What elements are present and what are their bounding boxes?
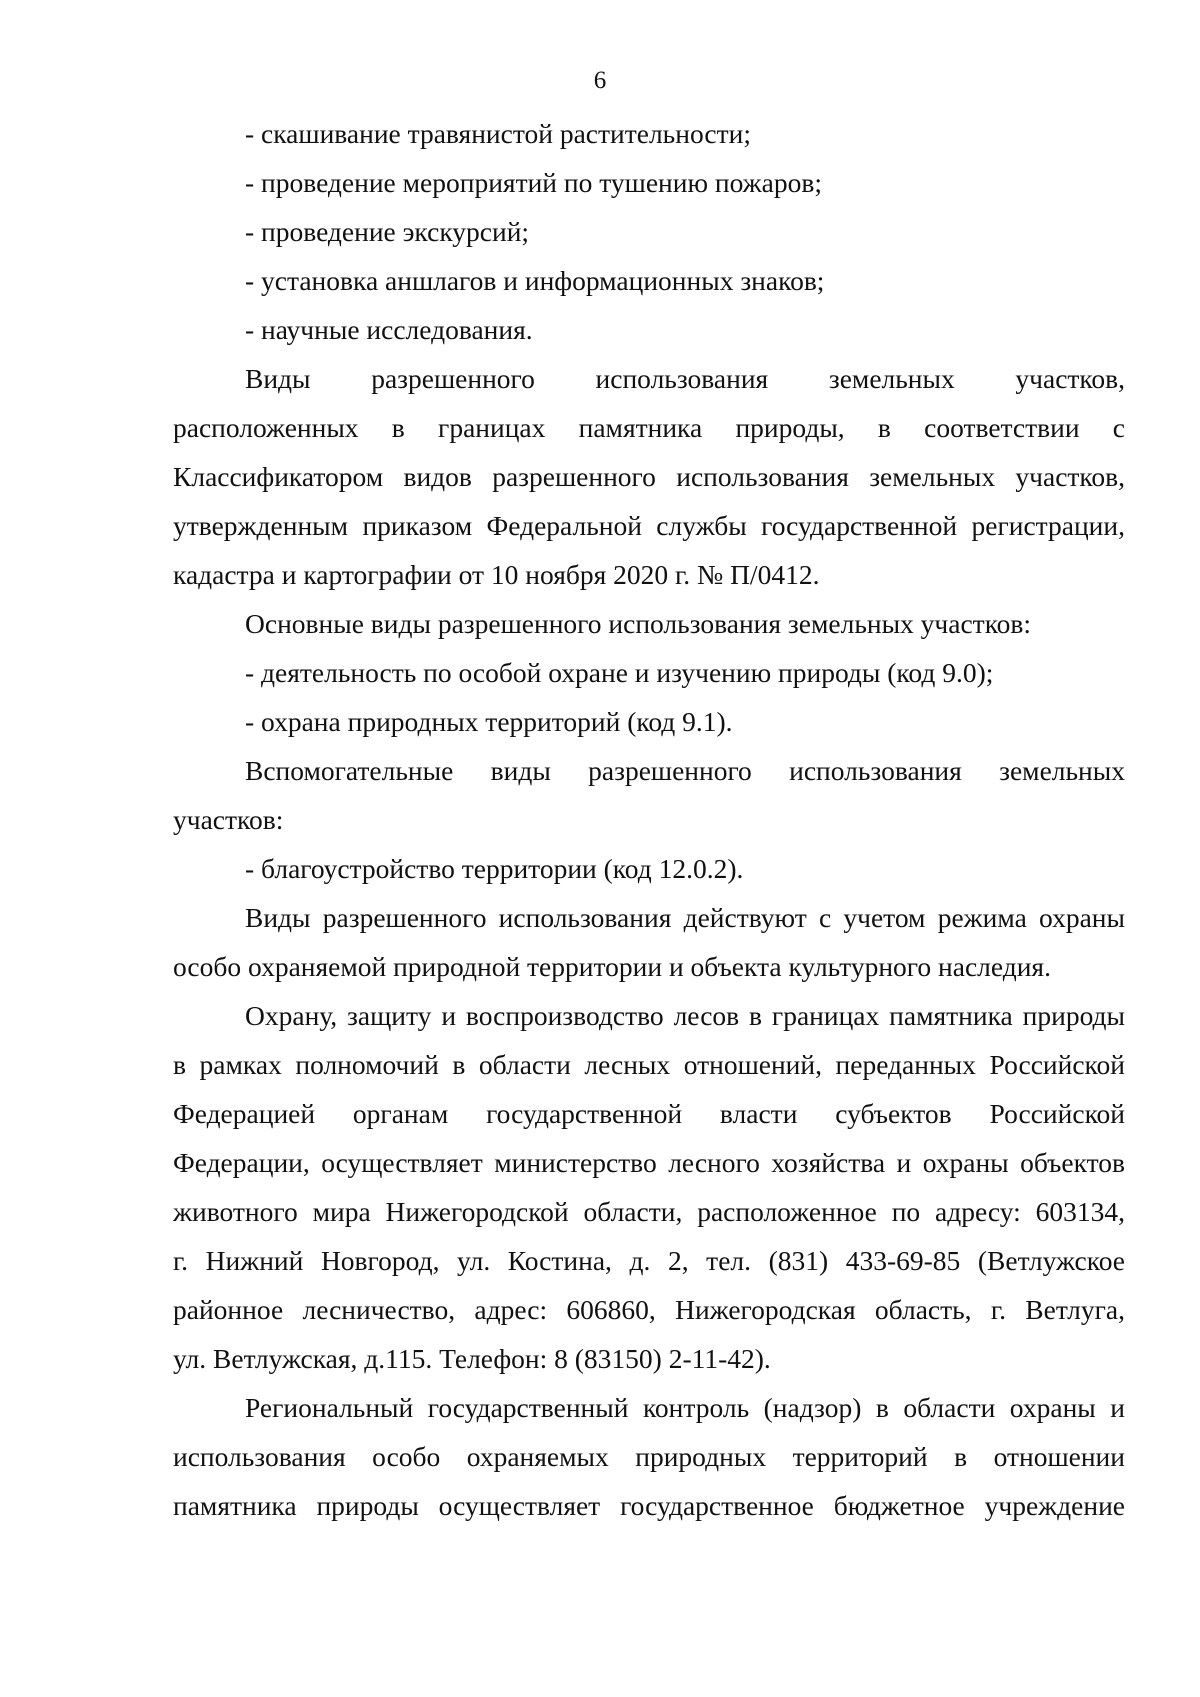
text-line: Классификатором видов разрешенного использования земельных участков, <box>173 461 1125 492</box>
text-line: участков: <box>173 804 284 835</box>
text-line: утвержденным приказом Федеральной службы государственной регистрации, <box>173 510 1125 541</box>
text-line: Региональный государственный контроль (надзор) в области охраны и <box>245 1392 1125 1423</box>
text-line: Виды разрешенного использования земельных участков, <box>245 363 1125 394</box>
text-line: кадастра и картографии от 10 ноября 2020 г. № П/0412. <box>173 559 820 590</box>
text-line: Основные виды разрешенного использования земельных участков: <box>245 608 1032 639</box>
text-line: районное лесничество, адрес: 606860, Нижегородская область, г. Ветлуга, <box>173 1294 1125 1325</box>
page-number: 6 <box>593 67 607 94</box>
text-line: - скашивание травянистой растительности; <box>245 118 751 149</box>
text-line: Федерацией органам государственной власти субъектов Российской <box>173 1098 1125 1129</box>
text-line: в рамках полномочий в области лесных отношений, переданных Российской <box>173 1049 1125 1080</box>
text-line: Федерации, осуществляет министерство лесного хозяйства и охраны объектов <box>173 1147 1125 1178</box>
text-line: животного мира Нижегородской области, расположенное по адресу: 603134, <box>173 1196 1125 1227</box>
text-line: Охрану, защиту и воспроизводство лесов в границах памятника природы <box>245 1000 1125 1031</box>
text-line: - деятельность по особой охране и изучению природы (код 9.0); <box>245 657 994 688</box>
text-line: - проведение экскурсий; <box>245 216 530 247</box>
text-line: Виды разрешенного использования действуют с учетом режима охраны <box>245 902 1125 933</box>
text-line: г. Нижний Новгород, ул. Костина, д. 2, тел. (831) 433-69-85 (Ветлужское <box>173 1245 1125 1276</box>
text-line: памятника природы осуществляет государственное бюджетное учреждение <box>173 1490 1125 1521</box>
text-line: расположенных в границах памятника природы, в соответствии с <box>173 412 1125 443</box>
text-line: ул. Ветлужская, д.115. Телефон: 8 (83150) 2-11-42). <box>173 1343 771 1374</box>
text-line: - проведение мероприятий по тушению пожаров; <box>245 167 822 198</box>
text-line: - научные исследования. <box>245 314 533 345</box>
text-line: - благоустройство территории (код 12.0.2). <box>245 853 744 884</box>
text-line: особо охраняемой природной территории и объекта культурного наследия. <box>173 951 1051 982</box>
text-line: использования особо охраняемых природных территорий в отношении <box>173 1441 1125 1472</box>
text-line: Вспомогательные виды разрешенного использования земельных <box>245 755 1125 786</box>
text-line: - установка аншлагов и информационных знаков; <box>245 265 825 296</box>
text-line: - охрана природных территорий (код 9.1). <box>245 706 733 737</box>
document-body <box>173 109 1125 1530</box>
